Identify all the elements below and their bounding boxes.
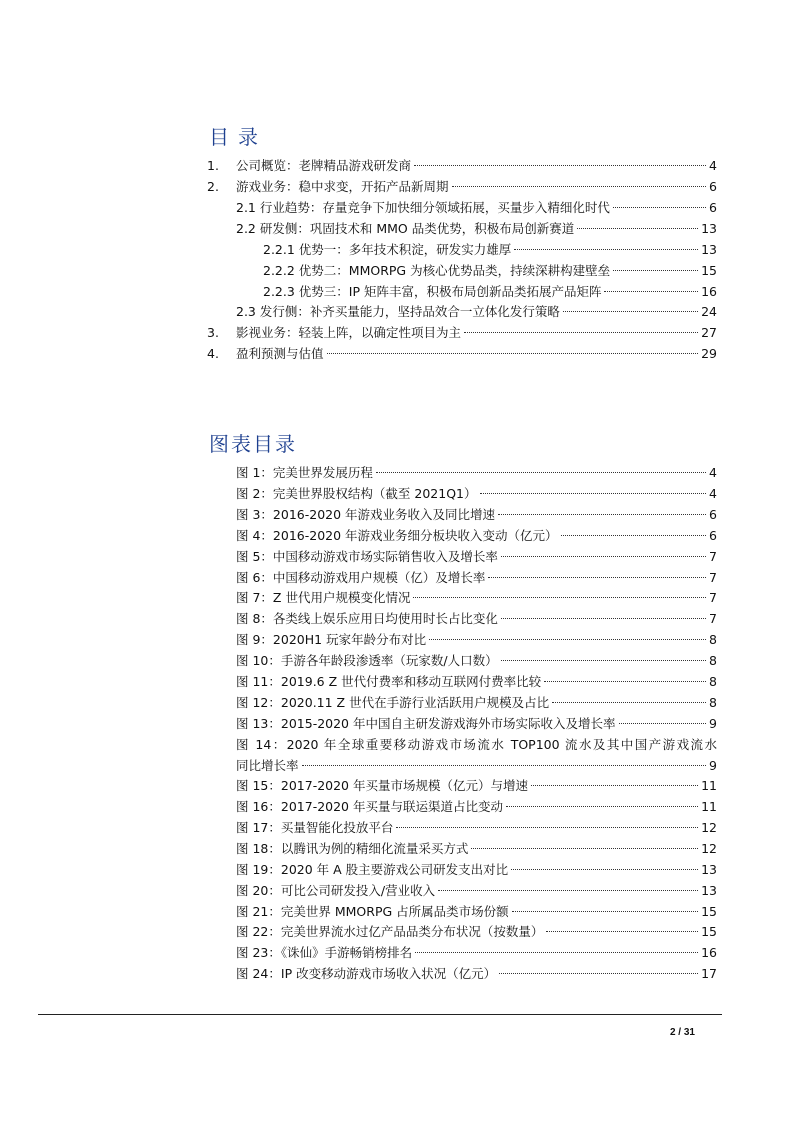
- toc-entry-number: 1.: [207, 158, 219, 173]
- leader-dots: [501, 556, 706, 557]
- figure-entry-page: 15: [701, 904, 717, 919]
- figure-entry-page: 7: [709, 549, 717, 564]
- figure-entry[interactable]: [236, 609, 717, 629]
- figure-list-heading: 图表目录: [209, 432, 297, 456]
- leader-dots: [512, 911, 698, 912]
- figure-entry-title: 图 5：中国移动游戏市场实际销售收入及增长率: [236, 549, 498, 564]
- toc-entry[interactable]: [207, 177, 717, 197]
- figure-entry-page: 9: [709, 716, 717, 731]
- toc-entry-number: 2.: [207, 179, 219, 194]
- toc-entry[interactable]: [236, 198, 717, 218]
- figure-entry-page: 6: [709, 528, 717, 543]
- figure-entry-title: 图 6：中国移动游戏用户规模（亿）及增长率: [236, 570, 486, 585]
- figure-entry-title: 图 10：手游各年龄段渗透率（玩家数/人口数）: [236, 653, 498, 668]
- toc-entry-page: 16: [701, 284, 717, 299]
- toc-entry-page: 15: [701, 263, 717, 278]
- figure-entry-page: 8: [709, 632, 717, 647]
- toc-entry-page: 6: [709, 179, 717, 194]
- leader-dots: [376, 472, 706, 473]
- toc-heading: 目录: [209, 125, 267, 149]
- leader-dots: [452, 186, 707, 187]
- toc-entry-title: 游戏业务：稳中求变，开拓产品新周期: [236, 179, 449, 194]
- figure-entry-title: 图 22：完美世界流水过亿产品品类分布状况（按数量）: [236, 924, 544, 939]
- toc-entry-title: 2.2.3 优势三：IP 矩阵丰富，积极布局创新品类拓展产品矩阵: [263, 284, 602, 299]
- toc-entry[interactable]: [263, 282, 717, 302]
- toc-entry-number: 3.: [207, 325, 219, 340]
- figure-entry-title: 图 23：《诛仙》手游畅销榜排名: [236, 945, 413, 960]
- figure-entry-page: 16: [701, 945, 717, 960]
- figure-entry-title: 图 12：2020.11 Z 世代在手游行业活跃用户规模及占比: [236, 695, 550, 710]
- figure-entry[interactable]: [236, 860, 717, 880]
- figure-entry-page: 8: [709, 674, 717, 689]
- toc-entry-title: 2.2.1 优势一：多年技术积淀，研发实力雄厚: [263, 242, 512, 257]
- toc-entry-title: 2.2.2 优势二：MMORPG 为核心优势品类，持续深耕构建壁垒: [263, 263, 611, 278]
- leader-dots: [561, 535, 707, 536]
- leader-dots: [501, 618, 706, 619]
- leader-dots: [552, 702, 706, 703]
- figure-entry-page: 12: [701, 841, 717, 856]
- figure-entry[interactable]: [236, 756, 717, 776]
- toc-entry-title: 2.3 发行侧：补齐买量能力，坚持品效合一立体化发行策略: [236, 304, 560, 319]
- toc-entry[interactable]: [207, 344, 717, 364]
- toc-entry-page: 6: [709, 200, 717, 215]
- figure-entry-title: 图 24：IP 改变移动游戏市场收入状况（亿元）: [236, 966, 497, 981]
- leader-dots: [531, 785, 698, 786]
- figure-entry-page: 7: [709, 590, 717, 605]
- figure-entry-title: 图 1：完美世界发展历程: [236, 465, 373, 480]
- leader-dots: [327, 353, 699, 354]
- figure-entry-title: 图 2：完美世界股权结构（截至 2021Q1）: [236, 486, 477, 501]
- toc-entry-page: 13: [701, 242, 717, 257]
- toc-entry-page: 27: [701, 325, 717, 340]
- leader-dots: [563, 311, 698, 312]
- leader-dots: [464, 332, 698, 333]
- figure-entry[interactable]: [236, 568, 717, 588]
- figure-entry-title-line1[interactable]: 图 14：2020 年全球重要移动游戏市场流水 TOP100 流水及其中国产游戏流水: [236, 737, 717, 752]
- toc-entry[interactable]: [236, 302, 717, 322]
- toc-entry-page: 13: [701, 221, 717, 236]
- figure-entry[interactable]: [236, 943, 717, 963]
- figure-entry-title: 图 16：2017-2020 年买量与联运渠道占比变动: [236, 799, 503, 814]
- toc-entry[interactable]: [207, 156, 717, 176]
- leader-dots: [546, 931, 698, 932]
- figure-entry-page: 4: [709, 486, 717, 501]
- leader-dots: [480, 493, 707, 494]
- figure-entry[interactable]: [236, 839, 717, 859]
- figure-entry-title: 图 8：各类线上娱乐应用日均使用时长占比变化: [236, 611, 498, 626]
- figure-entry-page: 11: [701, 799, 717, 814]
- leader-dots: [499, 973, 698, 974]
- figure-entry[interactable]: [236, 547, 717, 567]
- figure-entry-page: 13: [701, 862, 717, 877]
- toc-entry[interactable]: [263, 240, 717, 260]
- figure-entry[interactable]: [236, 964, 717, 984]
- leader-dots: [414, 165, 706, 166]
- figure-entry-page: 12: [701, 820, 717, 835]
- figure-entry[interactable]: [236, 651, 717, 671]
- leader-dots: [413, 597, 706, 598]
- figure-entry-page: 11: [701, 778, 717, 793]
- toc-entry-number: 4.: [207, 346, 219, 361]
- figure-entry-title: 图 19：2020 年 A 股主要游戏公司研发支出对比: [236, 862, 509, 877]
- figure-entry-title: 图 20：可比公司研发投入/营业收入: [236, 883, 436, 898]
- toc-entry-page: 4: [709, 158, 717, 173]
- figure-entry-title: 图 21：完美世界 MMORPG 占所属品类市场份额: [236, 904, 509, 919]
- figure-entry-page: 9: [709, 758, 717, 773]
- leader-dots: [396, 827, 698, 828]
- figure-entry[interactable]: [236, 505, 717, 525]
- leader-dots: [488, 577, 706, 578]
- figure-entry-page: 7: [709, 611, 717, 626]
- figure-entry-page: 8: [709, 653, 717, 668]
- leader-dots: [438, 890, 698, 891]
- footer-divider: [38, 1014, 722, 1015]
- figure-entry-title: 图 11：2019.6 Z 世代付费率和移动互联网付费率比较: [236, 674, 542, 689]
- figure-entry-title: 图 4：2016-2020 年游戏业务细分板块收入变动（亿元）: [236, 528, 558, 543]
- leader-dots: [613, 270, 698, 271]
- leader-dots: [613, 207, 706, 208]
- toc-entry-title: 盈利预测与估值: [236, 346, 324, 361]
- figure-entry[interactable]: [236, 818, 717, 838]
- figure-entry[interactable]: [236, 630, 717, 650]
- figure-entry[interactable]: [236, 526, 717, 546]
- leader-dots: [302, 765, 707, 766]
- leader-dots: [415, 952, 698, 953]
- figure-entry[interactable]: [236, 672, 717, 692]
- figure-entry[interactable]: [236, 484, 717, 504]
- toc-entry-page: 24: [701, 304, 717, 319]
- figure-entry-page: 15: [701, 924, 717, 939]
- figure-entry-title: 图 17：买量智能化投放平台: [236, 820, 394, 835]
- toc-entry-title: 公司概览：老牌精品游戏研发商: [236, 158, 412, 173]
- toc-entry-page: 29: [701, 346, 717, 361]
- toc-entry[interactable]: [207, 323, 717, 343]
- toc-entry-title: 2.2 研发侧：巩固技术和 MMO 品类优势，积极布局创新赛道: [236, 221, 575, 236]
- leader-dots: [506, 806, 698, 807]
- toc-entry-title: 影视业务：轻装上阵，以确定性项目为主: [236, 325, 462, 340]
- figure-entry[interactable]: [236, 714, 717, 734]
- toc-entry[interactable]: [236, 219, 717, 239]
- figure-entry[interactable]: [236, 902, 717, 922]
- figure-entry-page: 17: [701, 966, 717, 981]
- figure-entry[interactable]: [236, 797, 717, 817]
- leader-dots: [577, 228, 698, 229]
- figure-entry-page: 6: [709, 507, 717, 522]
- figure-entry[interactable]: [236, 588, 717, 608]
- figure-entry-page: 8: [709, 695, 717, 710]
- leader-dots: [619, 723, 707, 724]
- figure-entry-title: 图 18：以腾讯为例的精细化流量采买方式: [236, 841, 469, 856]
- figure-entry-page: 4: [709, 465, 717, 480]
- page-number: 2 / 31: [669, 1027, 695, 1038]
- figure-entry[interactable]: [236, 881, 717, 901]
- figure-entry-title: 图 15：2017-2020 年买量市场规模（亿元）与增速: [236, 778, 528, 793]
- figure-entry-page: 13: [701, 883, 717, 898]
- figure-entry-title: 图 13：2015-2020 年中国自主研发游戏海外市场实际收入及增长率: [236, 716, 616, 731]
- figure-entry[interactable]: [236, 922, 717, 942]
- figure-entry[interactable]: [236, 776, 717, 796]
- toc-entry-title: 2.1 行业趋势：存量竞争下加快细分领域拓展，买量步入精细化时代: [236, 200, 610, 215]
- leader-dots: [544, 681, 706, 682]
- leader-dots: [501, 660, 706, 661]
- leader-dots: [471, 848, 698, 849]
- figure-entry-title: 图 3：2016-2020 年游戏业务收入及同比增速: [236, 507, 496, 522]
- leader-dots: [514, 249, 698, 250]
- figure-entry[interactable]: [236, 463, 717, 483]
- leader-dots: [604, 291, 698, 292]
- leader-dots: [511, 869, 698, 870]
- figure-entry-page: 7: [709, 570, 717, 585]
- leader-dots: [429, 639, 706, 640]
- figure-entry-title: 图 9：2020H1 玩家年龄分布对比: [236, 632, 427, 647]
- toc-entry[interactable]: [263, 261, 717, 281]
- figure-entry-title: 图 7：Z 世代用户规模变化情况: [236, 590, 411, 605]
- leader-dots: [498, 514, 706, 515]
- figure-entry[interactable]: [236, 693, 717, 713]
- figure-entry-title-line2: 同比增长率: [236, 758, 299, 773]
